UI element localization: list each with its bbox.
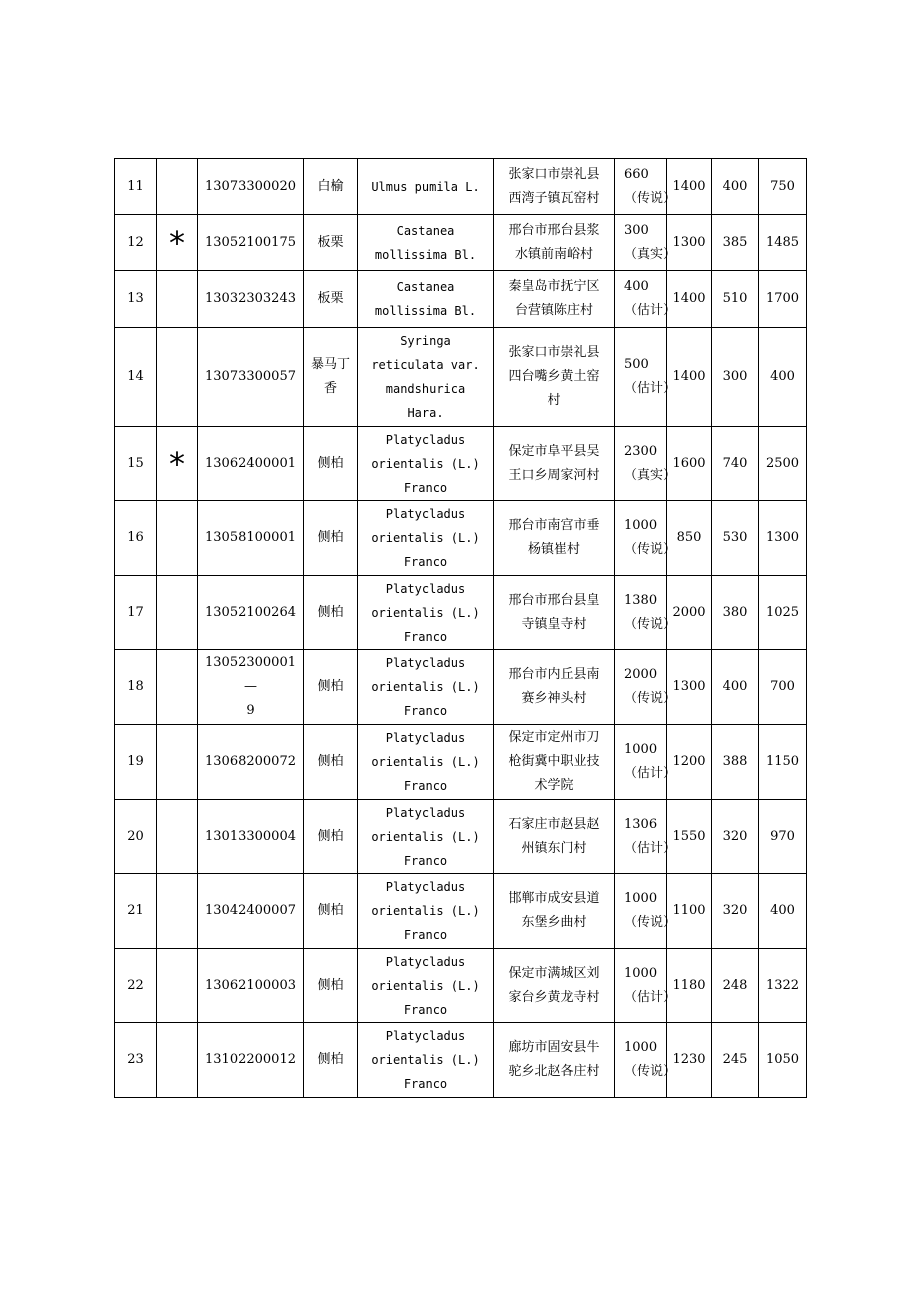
- location: 秦皇岛市抚宁区 台营镇陈庄村: [494, 271, 615, 328]
- row-number: 12: [115, 215, 157, 271]
- row-number: 14: [115, 328, 157, 427]
- tree-age: 2300 （真实）: [615, 427, 667, 501]
- tree-code: 13032303243: [198, 271, 304, 328]
- tree-code: 13062400001: [198, 427, 304, 501]
- latin-name: Platycladus orientalis (L.) Franco: [358, 725, 494, 800]
- mark-asterisk: [157, 650, 198, 725]
- tree-code: 13073300020: [198, 159, 304, 215]
- girth-value: 380: [712, 576, 759, 650]
- table-row: [115, 427, 807, 501]
- height-value: 1600: [667, 427, 712, 501]
- tree-code: 13068200072: [198, 725, 304, 800]
- crown-value: 400: [759, 874, 807, 949]
- crown-value: 1322: [759, 949, 807, 1023]
- tree-name: 侧柏: [304, 1023, 358, 1098]
- tree-age: 2000 （传说）: [615, 650, 667, 725]
- tree-age: 1000 （估计）: [615, 725, 667, 800]
- crown-value: 750: [759, 159, 807, 215]
- tree-age: 1000 （传说）: [615, 501, 667, 576]
- table-row: [115, 650, 807, 725]
- tree-code: 13042400007: [198, 874, 304, 949]
- tree-name: 板栗: [304, 215, 358, 271]
- height-value: 1400: [667, 328, 712, 427]
- crown-value: 1050: [759, 1023, 807, 1098]
- mark-asterisk: [157, 501, 198, 576]
- mark-asterisk: [157, 271, 198, 328]
- location: 廊坊市固安县牛 驼乡北赵各庄村: [494, 1023, 615, 1098]
- latin-name: Ulmus pumila L.: [358, 159, 494, 215]
- height-value: 1550: [667, 800, 712, 874]
- girth-value: 300: [712, 328, 759, 427]
- table-row: [115, 576, 807, 650]
- location: 邢台市内丘县南 赛乡神头村: [494, 650, 615, 725]
- table-row: [115, 215, 807, 271]
- crown-value: 1150: [759, 725, 807, 800]
- crown-value: 970: [759, 800, 807, 874]
- height-value: 850: [667, 501, 712, 576]
- table-body: [115, 159, 807, 1098]
- tree-code: 13102200012: [198, 1023, 304, 1098]
- girth-value: 740: [712, 427, 759, 501]
- table-row: [115, 328, 807, 427]
- latin-name: Platycladus orientalis (L.) Franco: [358, 800, 494, 874]
- latin-name: Syringa reticulata var. mandshurica Hara.: [358, 328, 494, 427]
- row-number: 19: [115, 725, 157, 800]
- height-value: 1300: [667, 215, 712, 271]
- latin-name: Platycladus orientalis (L.) Franco: [358, 949, 494, 1023]
- mark-asterisk: *: [157, 427, 198, 501]
- tree-name: 侧柏: [304, 576, 358, 650]
- row-number: 18: [115, 650, 157, 725]
- location: 张家口市崇礼县 西湾子镇瓦窑村: [494, 159, 615, 215]
- height-value: 1180: [667, 949, 712, 1023]
- row-number: 17: [115, 576, 157, 650]
- table-row: [115, 1023, 807, 1098]
- tree-name: 白榆: [304, 159, 358, 215]
- girth-value: 530: [712, 501, 759, 576]
- latin-name: Platycladus orientalis (L.) Franco: [358, 1023, 494, 1098]
- tree-code: 13062100003: [198, 949, 304, 1023]
- girth-value: 385: [712, 215, 759, 271]
- latin-name: Platycladus orientalis (L.) Franco: [358, 501, 494, 576]
- tree-age: 1000 （传说）: [615, 1023, 667, 1098]
- tree-name: 侧柏: [304, 874, 358, 949]
- mark-asterisk: [157, 328, 198, 427]
- latin-name: Castanea mollissima Bl.: [358, 271, 494, 328]
- tree-name: 侧柏: [304, 650, 358, 725]
- location: 邯郸市成安县道 东堡乡曲村: [494, 874, 615, 949]
- mark-asterisk: [157, 576, 198, 650]
- mark-asterisk: [157, 800, 198, 874]
- girth-value: 320: [712, 874, 759, 949]
- crown-value: 700: [759, 650, 807, 725]
- table-row: [115, 159, 807, 215]
- latin-name: Castanea mollissima Bl.: [358, 215, 494, 271]
- location: 邢台市南宫市垂 杨镇崔村: [494, 501, 615, 576]
- location: 保定市满城区刘 家台乡黄龙寺村: [494, 949, 615, 1023]
- tree-code: 13052100175: [198, 215, 304, 271]
- tree-age: 1000 （传说）: [615, 874, 667, 949]
- row-number: 21: [115, 874, 157, 949]
- latin-name: Platycladus orientalis (L.) Franco: [358, 576, 494, 650]
- tree-table: [114, 158, 807, 1098]
- tree-name: 暴马丁 香: [304, 328, 358, 427]
- tree-code: 13073300057: [198, 328, 304, 427]
- height-value: 1200: [667, 725, 712, 800]
- mark-asterisk: *: [157, 215, 198, 271]
- location: 邢台市邢台县浆 水镇前南峪村: [494, 215, 615, 271]
- tree-age: 1380 （传说）: [615, 576, 667, 650]
- girth-value: 510: [712, 271, 759, 328]
- location: 石家庄市赵县赵 州镇东门村: [494, 800, 615, 874]
- height-value: 1400: [667, 159, 712, 215]
- girth-value: 320: [712, 800, 759, 874]
- tree-code: 13052300001— 9: [198, 650, 304, 725]
- tree-code: 13058100001: [198, 501, 304, 576]
- tree-age: 1000 （估计）: [615, 949, 667, 1023]
- row-number: 20: [115, 800, 157, 874]
- row-number: 15: [115, 427, 157, 501]
- girth-value: 400: [712, 159, 759, 215]
- height-value: 2000: [667, 576, 712, 650]
- row-number: 23: [115, 1023, 157, 1098]
- tree-age: 660 （传说）: [615, 159, 667, 215]
- tree-age: 400 （估计）: [615, 271, 667, 328]
- girth-value: 388: [712, 725, 759, 800]
- mark-asterisk: [157, 949, 198, 1023]
- girth-value: 245: [712, 1023, 759, 1098]
- location: 邢台市邢台县皇 寺镇皇寺村: [494, 576, 615, 650]
- table-row: [115, 800, 807, 874]
- crown-value: 1025: [759, 576, 807, 650]
- crown-value: 400: [759, 328, 807, 427]
- height-value: 1230: [667, 1023, 712, 1098]
- crown-value: 2500: [759, 427, 807, 501]
- table-row: [115, 949, 807, 1023]
- location: 保定市阜平县吴 王口乡周家河村: [494, 427, 615, 501]
- row-number: 22: [115, 949, 157, 1023]
- girth-value: 248: [712, 949, 759, 1023]
- tree-name: 板栗: [304, 271, 358, 328]
- tree-name: 侧柏: [304, 427, 358, 501]
- row-number: 11: [115, 159, 157, 215]
- table-row: [115, 874, 807, 949]
- height-value: 1100: [667, 874, 712, 949]
- table-row: [115, 271, 807, 328]
- row-number: 16: [115, 501, 157, 576]
- girth-value: 400: [712, 650, 759, 725]
- tree-age: 500 （估计）: [615, 328, 667, 427]
- location: 保定市定州市刀 枪街冀中职业技 术学院: [494, 725, 615, 800]
- tree-name: 侧柏: [304, 725, 358, 800]
- crown-value: 1300: [759, 501, 807, 576]
- mark-asterisk: [157, 874, 198, 949]
- tree-name: 侧柏: [304, 501, 358, 576]
- crown-value: 1700: [759, 271, 807, 328]
- tree-age: 300 （真实）: [615, 215, 667, 271]
- height-value: 1300: [667, 650, 712, 725]
- latin-name: Platycladus orientalis (L.) Franco: [358, 874, 494, 949]
- latin-name: Platycladus orientalis (L.) Franco: [358, 650, 494, 725]
- mark-asterisk: [157, 725, 198, 800]
- latin-name: Platycladus orientalis (L.) Franco: [358, 427, 494, 501]
- tree-code: 13013300004: [198, 800, 304, 874]
- height-value: 1400: [667, 271, 712, 328]
- tree-code: 13052100264: [198, 576, 304, 650]
- row-number: 13: [115, 271, 157, 328]
- tree-name: 侧柏: [304, 800, 358, 874]
- mark-asterisk: [157, 159, 198, 215]
- table-row: [115, 501, 807, 576]
- mark-asterisk: [157, 1023, 198, 1098]
- location: 张家口市崇礼县 四台嘴乡黄土窑 村: [494, 328, 615, 427]
- tree-age: 1306 （估计）: [615, 800, 667, 874]
- crown-value: 1485: [759, 215, 807, 271]
- tree-name: 侧柏: [304, 949, 358, 1023]
- table-row: [115, 725, 807, 800]
